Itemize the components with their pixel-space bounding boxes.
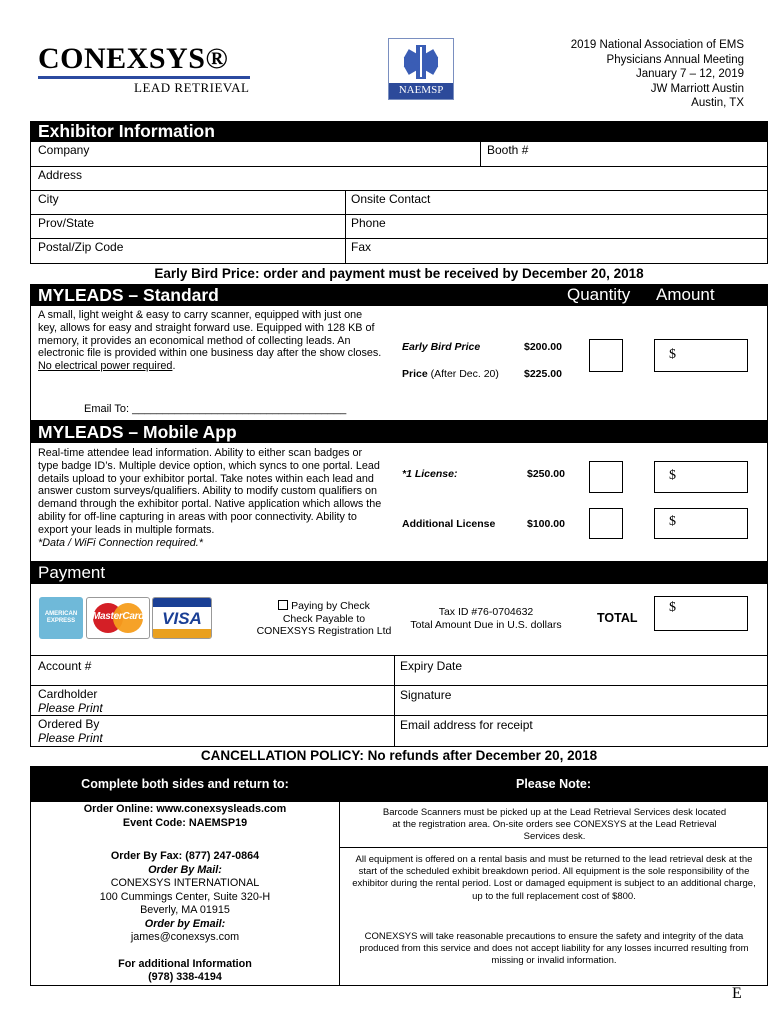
amount-header: Amount: [656, 285, 715, 304]
event-line: JW Marriott Austin: [650, 82, 744, 95]
license-amount-input[interactable]: [654, 461, 748, 493]
additional-amount-input[interactable]: [654, 508, 748, 539]
quantity-header: Quantity: [567, 285, 631, 304]
additional-license-price: $100.00: [527, 518, 565, 530]
mobile-description: [38, 447, 384, 549]
dollar-sign: $: [669, 514, 676, 529]
fax-field[interactable]: Fax: [351, 240, 372, 254]
event-info: [571, 38, 744, 111]
amex-card-text: AMERICAN EXPRESS: [44, 611, 78, 624]
naemsp-logo: [388, 38, 454, 100]
standard-section-bar: [30, 284, 768, 306]
standard-quantity-input[interactable]: [589, 339, 623, 372]
email-to-field[interactable]: Email To: ___________________________________: [84, 403, 347, 415]
additional-info-phone: (978) 338-4194: [148, 971, 222, 983]
address-field[interactable]: Address: [38, 168, 83, 182]
tax-info: [401, 606, 571, 632]
note-paragraph-liability: CONEXSYS will take reasonable precautions to ensure the safety and integrity of the data produced from this service and does not accept liability for any losses incurred resulting from missing or invalid information.: [359, 931, 749, 967]
license-quantity-input[interactable]: [589, 461, 623, 493]
check-label: Paying by Check: [291, 600, 370, 612]
exhibitor-table: [30, 142, 768, 264]
early-bird-notice: Early Bird Price: order and payment must be received by December 20, 2018: [154, 266, 644, 281]
mobile-description-text: Real-time attendee lead information. Ability to either scan badges or type badge ID’s. Multiple device option, which syncs to one portal. Lead details upload to your exhibitor portal. Take notes within each lead and answer custom surveys/qualifiers. Ability to modify custom qualifiers on demand through the exhibitor portal. Native application which allows the ability for off-line capturing in areas with poor connectivity. Ability to export your leads in multiple formats.: [38, 447, 382, 536]
dollar-sign: $: [669, 468, 676, 483]
dollar-sign: $: [669, 600, 676, 615]
visa-text: VISA: [162, 609, 202, 628]
signature-field[interactable]: Signature: [400, 688, 452, 702]
logo-rule: [38, 76, 250, 79]
event-line: 2019 National Association of EMS: [570, 39, 744, 51]
early-bird-label: Early Bird Price: [402, 341, 481, 353]
order-by-fax: Order By Fax: (877) 247-0864: [110, 850, 260, 862]
total-due-note: Total Amount Due in U.S. dollars: [410, 619, 562, 631]
note-box-title: Please Note:: [515, 777, 592, 791]
event-line: Physicians Annual Meeting: [606, 53, 744, 66]
email-receipt-field[interactable]: Email address for receipt: [400, 718, 533, 732]
order-online-link[interactable]: Order Online: www.conexsysleads.com: [83, 803, 287, 815]
tax-id: Tax ID #76-0704632: [438, 606, 534, 618]
total-label: TOTAL: [597, 611, 638, 625]
after-price: $225.00: [524, 368, 562, 380]
dollar-sign: $: [669, 347, 676, 362]
conexsys-logo-subtitle: LEAD RETRIEVAL: [134, 80, 250, 95]
standard-section-title: MYLEADS – Standard: [38, 285, 219, 305]
event-line: January 7 – 12, 2019: [635, 68, 744, 80]
cancellation-policy: CANCELLATION POLICY: No refunds after December 20, 2018: [200, 748, 598, 763]
exhibitor-section-bar: [30, 121, 768, 142]
price-after-note: (After Dec. 20): [430, 368, 499, 380]
conexsys-logo-title: CONEXSYS®: [38, 42, 229, 75]
mail-line: CONEXSYS INTERNATIONAL: [110, 877, 260, 889]
cardholder-field[interactable]: [38, 688, 103, 715]
price-label: Price: [402, 368, 428, 380]
check-company: CONEXSYS Registration Ltd: [256, 625, 392, 637]
please-print-note: Please Print: [38, 700, 103, 715]
note-paragraph-rental: All equipment is offered on a rental basis and must be returned to the lead retrieval desk at the start of the scheduled exhibit breakdown period. All equipment is the sole responsibility of the exhibitor during the rental period. Lost or damaged equipment is subject to an additional charge, up to the full replacement cost of $800.: [352, 854, 756, 902]
mobile-panel: [30, 443, 768, 562]
mobile-section-bar: [30, 421, 768, 443]
naemsp-logo-text: NAEMSP: [398, 84, 444, 96]
cardholder-label: Cardholder: [38, 687, 98, 701]
mastercard-icon[interactable]: [86, 597, 150, 639]
page-letter: E: [732, 985, 742, 1002]
amex-card-icon[interactable]: [39, 597, 83, 639]
mail-line: Beverly, MA 01915: [140, 904, 230, 916]
license-price: $250.00: [527, 468, 565, 480]
additional-license-label: Additional License: [402, 518, 496, 530]
please-print-note: Please Print: [38, 730, 103, 745]
mastercard-text: MasterCard: [91, 611, 145, 622]
data-wifi-note: *Data / WiFi Connection required.*: [38, 536, 203, 549]
return-box-header: [31, 767, 339, 802]
mail-line: 100 Cummings Center, Suite 320-H: [99, 890, 271, 903]
phone-field[interactable]: Phone: [351, 216, 386, 230]
order-by-email-label: Order by Email:: [144, 917, 226, 930]
event-code: Event Code: NAEMSP19: [122, 816, 248, 829]
payment-panel: [30, 584, 768, 655]
power-note: No electrical power required: [38, 360, 173, 373]
check-checkbox[interactable]: [278, 600, 288, 610]
after-price-label: [402, 368, 499, 380]
ordered-by-field[interactable]: [38, 718, 103, 745]
return-box-title: Complete both sides and return to:: [81, 777, 289, 791]
order-email-link[interactable]: james@conexsys.com: [130, 931, 240, 943]
license-label: *1 License:: [402, 468, 458, 480]
onsite-contact-field[interactable]: Onsite Contact: [351, 192, 431, 206]
ordered-by-label: Ordered By: [38, 717, 100, 731]
additional-info-label: For additional Information: [118, 957, 252, 970]
check-payable: Check Payable to: [282, 612, 366, 625]
total-amount-input[interactable]: [654, 596, 748, 631]
expiry-date-field[interactable]: Expiry Date: [400, 659, 463, 673]
payment-section-bar: [30, 562, 768, 584]
exhibitor-section-title: Exhibitor Information: [38, 121, 215, 141]
event-line: Austin, TX: [691, 97, 744, 109]
note-box-header: [340, 767, 767, 802]
order-by-mail-label: Order By Mail:: [148, 863, 222, 876]
mobile-section-title: MYLEADS – Mobile App: [38, 422, 237, 442]
note-box: [340, 766, 768, 986]
booth-field[interactable]: Booth #: [487, 143, 529, 157]
account-number-field[interactable]: Account #: [38, 659, 92, 673]
postal-field[interactable]: Postal/Zip Code: [38, 240, 124, 254]
early-bird-price: $200.00: [524, 341, 562, 353]
return-box: [30, 766, 340, 986]
standard-description-text: A small, light weight & easy to carry scanner, equipped with just one key, allows for easy and straight forward use. Equipped with 128 KB of memory, it provides an economical method of collecting leads. An electronic file is provided within one business day after the show closes.: [38, 309, 382, 360]
power-note-end: .: [172, 360, 176, 373]
additional-quantity-input[interactable]: [589, 508, 623, 539]
payment-section-title: Payment: [38, 563, 106, 582]
company-field[interactable]: Company: [38, 143, 90, 157]
note-paragraph-pickup: Barcode Scanners must be picked up at the Lead Retrieval Services desk located at the registration area. On-site orders see CONEXSYS at the Lead Retrieval Services desk.: [382, 807, 727, 843]
pay-by-check-option[interactable]: [244, 600, 404, 638]
prov-state-field[interactable]: Prov/State: [38, 216, 95, 230]
return-box-content: [31, 803, 339, 985]
standard-amount-input[interactable]: [654, 339, 748, 372]
standard-panel: [30, 306, 768, 421]
payment-fields-table: [30, 655, 768, 747]
visa-card-icon[interactable]: [152, 597, 212, 639]
standard-description: [38, 309, 384, 373]
city-field[interactable]: City: [38, 192, 59, 206]
